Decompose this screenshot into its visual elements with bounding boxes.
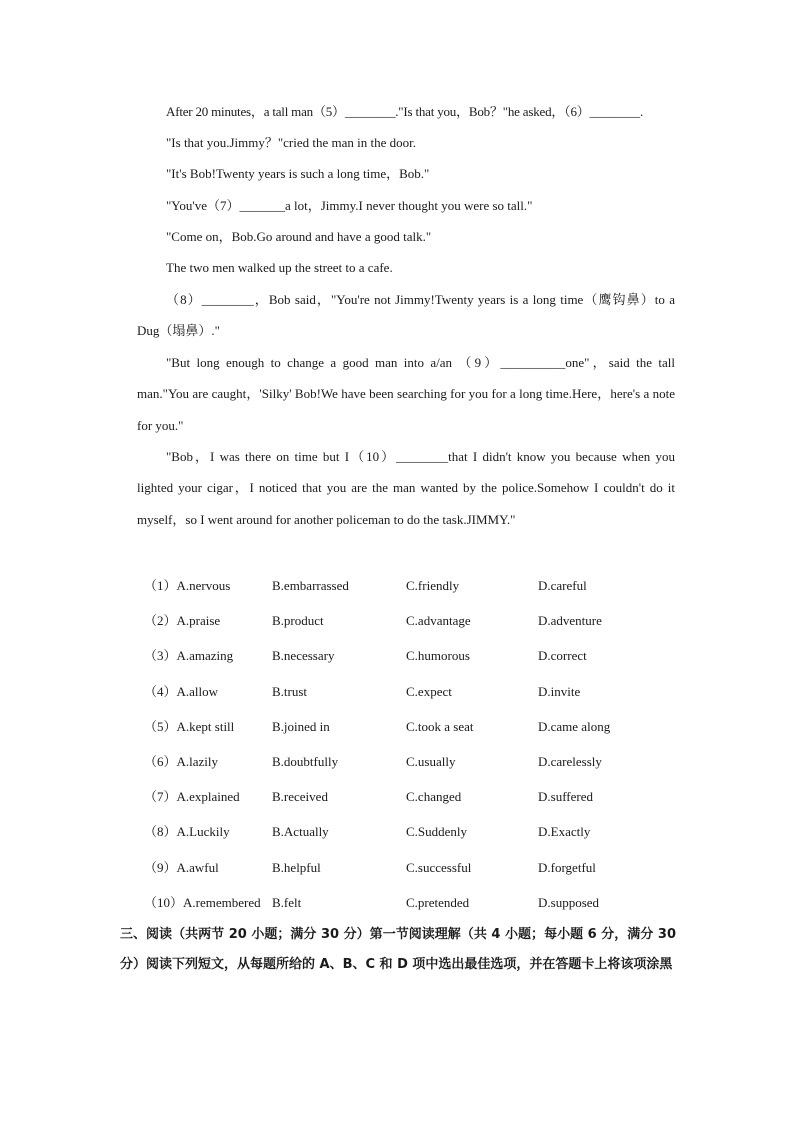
option-2-b: B.product bbox=[272, 613, 324, 629]
option-7-c: C.changed bbox=[406, 789, 462, 805]
passage-paragraph-6: The two men walked up the street to a cafe. bbox=[166, 260, 393, 275]
option-3-c: C.humorous bbox=[406, 648, 470, 664]
option-3-b: B.necessary bbox=[272, 648, 335, 664]
option-4-c: C.expect bbox=[406, 683, 452, 699]
answer-options bbox=[144, 568, 684, 920]
option-8-d: D.Exactly bbox=[538, 824, 591, 840]
option-5-b: B.joined in bbox=[272, 718, 330, 734]
option-1-b: B.embarrassed bbox=[272, 578, 349, 593]
option-4-d: D.invite bbox=[538, 683, 581, 699]
option-1-a: （1）A.nervous bbox=[144, 578, 231, 593]
passage-paragraph-4: "You've（7）_______a lot，Jimmy.I never thought you were so tall." bbox=[166, 198, 533, 213]
option-row-6 bbox=[144, 744, 684, 779]
option-6-a: （6）A.lazily bbox=[144, 753, 219, 769]
option-7-a: （7）A.explained bbox=[144, 789, 240, 805]
section-heading-reading: 三、阅读（共两节 20 小题；满分 30 分）第一节阅读理解（共 4 小题；每小题 6 分，满分 30 分）阅读下列短文，从每题所给的 A、B、C 和 D 项中选出最佳选项，并在答题卡上将该项涂黑 bbox=[120, 927, 676, 972]
option-8-a: （8）A.Luckily bbox=[144, 824, 230, 840]
option-3-a: （3）A.amazing bbox=[144, 648, 234, 664]
option-4-a: （4）A.allow bbox=[144, 683, 219, 699]
option-1-d: D.careful bbox=[538, 578, 587, 593]
option-9-c: C.successful bbox=[406, 859, 472, 875]
option-5-d: D.came along bbox=[538, 718, 611, 734]
option-row-7 bbox=[144, 779, 684, 814]
passage-paragraph-3: "It's Bob!Twenty years is such a long time，Bob." bbox=[166, 166, 430, 181]
passage-paragraph-2: "Is that you.Jimmy？"cried the man in the door. bbox=[166, 135, 416, 150]
option-5-a: （5）A.kept still bbox=[144, 718, 235, 734]
option-7-b: B.received bbox=[272, 789, 328, 805]
passage-paragraph-9: "Bob，I was there on time but I（10）________that I didn't know you because when you lighted your cigar，I noticed that you are the man wanted by the police.Somehow I couldn't do it myself，so I went around for another policeman to do the task.JIMMY." bbox=[137, 449, 675, 527]
option-row-8 bbox=[144, 814, 684, 849]
option-row-5 bbox=[144, 709, 684, 744]
option-row-10 bbox=[144, 885, 684, 920]
option-2-c: C.advantage bbox=[406, 613, 471, 629]
option-10-b: B.felt bbox=[272, 894, 302, 910]
option-9-a: （9）A.awful bbox=[144, 859, 219, 875]
option-3-d: D.correct bbox=[538, 648, 587, 664]
option-9-d: D.forgetful bbox=[538, 859, 596, 875]
option-10-a: （10）A.remembered bbox=[144, 894, 261, 910]
option-8-b: B.Actually bbox=[272, 824, 329, 840]
passage-paragraph-8: "But long enough to change a good man into a/an （9）__________one"，said the tall man."You are caught，'Silky' Bob!We have been searching for you for a long time.Here，here's a note for you." bbox=[137, 355, 675, 433]
option-6-d: D.carelessly bbox=[538, 753, 602, 769]
passage-paragraph-7: （8）________，Bob said，"You're not Jimmy!Twenty years is a long time（鹰钩鼻）to a Dug（塌鼻）." bbox=[137, 292, 675, 339]
option-1-c: C.friendly bbox=[406, 578, 460, 593]
option-row-1 bbox=[144, 568, 684, 603]
passage-paragraph-5: "Come on，Bob.Go around and have a good talk." bbox=[166, 229, 432, 244]
option-row-2 bbox=[144, 603, 684, 638]
option-9-b: B.helpful bbox=[272, 859, 321, 875]
option-8-c: C.Suddenly bbox=[406, 824, 468, 840]
option-10-c: C.pretended bbox=[406, 894, 470, 910]
option-row-9 bbox=[144, 850, 684, 885]
option-5-c: C.took a seat bbox=[406, 718, 474, 734]
option-4-b: B.trust bbox=[272, 683, 308, 699]
option-row-4 bbox=[144, 674, 684, 709]
option-7-d: D.suffered bbox=[538, 789, 593, 805]
option-2-d: D.adventure bbox=[538, 613, 602, 629]
option-row-3 bbox=[144, 638, 684, 673]
passage-paragraph-1: After 20 minutes，a tall man（5）________."Is that you，Bob？"he asked，（6）________. bbox=[166, 104, 644, 119]
option-10-d: D.supposed bbox=[538, 894, 600, 910]
option-2-a: （2）A.praise bbox=[144, 613, 221, 629]
option-6-c: C.usually bbox=[406, 753, 456, 769]
option-6-b: B.doubtfully bbox=[272, 753, 339, 769]
